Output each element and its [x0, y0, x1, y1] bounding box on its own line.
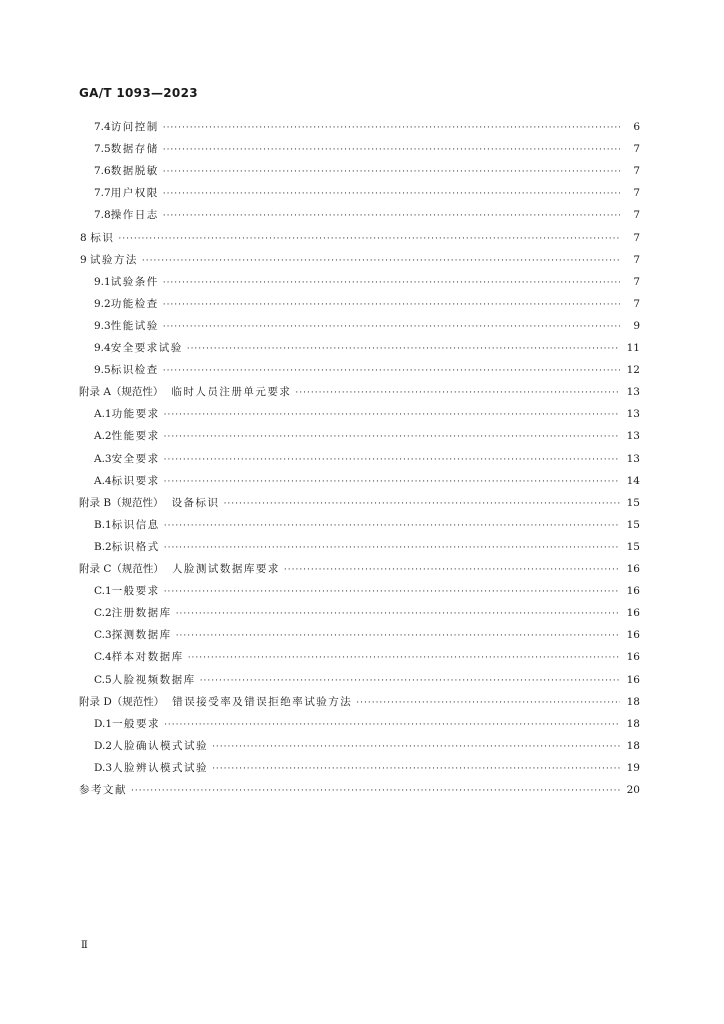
toc-entry[interactable] [94, 406, 640, 422]
toc-entry[interactable] [79, 561, 640, 577]
toc-entry-page: 16 [626, 629, 640, 642]
toc-leader-dots [176, 605, 620, 621]
toc-entry[interactable] [94, 539, 640, 555]
toc-entry[interactable] [94, 296, 640, 312]
toc-entry-page: 13 [626, 408, 640, 421]
toc-entry-number: A.2 [94, 430, 112, 443]
toc-entry[interactable] [80, 252, 640, 268]
toc-entry-number: 9.2 [94, 297, 111, 310]
toc-entry-page: 12 [626, 364, 640, 377]
toc-entry-number: A.4 [94, 474, 112, 487]
document-code-header: GA/T 1093—2023 [79, 86, 198, 100]
toc-entry-title: 用户权限 [110, 187, 159, 200]
toc-leader-dots [188, 649, 620, 665]
toc-entry-number: 9.5 [94, 364, 111, 377]
toc-entry-number: A.1 [94, 408, 112, 421]
toc-leader-dots [164, 517, 620, 533]
toc-entry-title: 标识 [90, 231, 115, 244]
toc-entry-title: 功能检查 [110, 297, 159, 310]
toc-entry-title: 参考文献 [79, 784, 127, 796]
toc-leader-dots [163, 207, 620, 223]
toc-entry[interactable] [94, 318, 640, 334]
toc-leader-dots [164, 428, 620, 444]
toc-entry[interactable] [79, 694, 640, 710]
toc-entry-page: 7 [633, 275, 640, 288]
toc-entry-number: 附录 C（规范性） [79, 563, 164, 575]
toc-entry[interactable] [94, 163, 640, 179]
toc-entry-number: 7.7 [94, 187, 111, 200]
toc-leader-dots [163, 362, 620, 378]
toc-entry-page: 7 [633, 143, 640, 156]
toc-entry-number: 8 [80, 231, 87, 244]
toc-entry-number: 9.1 [94, 275, 111, 288]
toc-entry-number: D.2 [94, 739, 113, 752]
toc-entry-page: 7 [633, 165, 640, 178]
toc-entry[interactable] [79, 782, 640, 798]
toc-entry-page: 7 [633, 253, 640, 266]
toc-leader-dots [187, 340, 620, 356]
toc-entry[interactable] [94, 605, 640, 621]
toc-entry-title: 样本对数据库 [111, 651, 184, 664]
toc-entry-title: 试验方法 [89, 253, 138, 266]
toc-entry[interactable] [94, 451, 640, 467]
toc-entry[interactable] [94, 340, 640, 356]
toc-leader-dots [212, 760, 620, 776]
toc-entry-number: 附录 B（规范性） [79, 496, 164, 509]
toc-entry-page: 7 [633, 187, 640, 200]
toc-entry-title: 人脸视频数据库 [111, 673, 196, 686]
toc-entry-page: 16 [626, 585, 640, 598]
toc-entry-page: 13 [626, 430, 640, 443]
toc-entry-title: 人脸确认模式试验 [112, 739, 209, 752]
toc-entry-page: 14 [626, 474, 640, 487]
toc-entry-page: 16 [626, 651, 640, 664]
toc-entry[interactable] [94, 716, 640, 732]
toc-entry-page: 16 [626, 607, 640, 620]
toc-entry-title: 数据脱敏 [110, 165, 159, 178]
toc-entry-title: 标识检查 [110, 364, 159, 377]
toc-leader-dots [163, 141, 620, 157]
toc-leader-dots [212, 738, 620, 754]
toc-leader-dots [118, 230, 620, 246]
toc-leader-dots [163, 163, 620, 179]
toc-leader-dots [176, 627, 620, 643]
toc-entry[interactable] [94, 428, 640, 444]
toc-entry[interactable] [94, 473, 640, 489]
toc-entry-number: 附录 D（规范性） [79, 695, 165, 708]
toc-leader-dots [163, 318, 620, 334]
toc-entry-title: 一般要求 [112, 717, 161, 730]
toc-entry[interactable] [94, 141, 640, 157]
toc-entry-title: 探测数据库 [111, 629, 172, 642]
toc-entry-number: A.3 [94, 452, 112, 465]
toc-entry-page: 15 [626, 518, 640, 531]
toc-entry-page: 19 [626, 761, 640, 774]
toc-entry[interactable] [79, 495, 640, 511]
toc-entry[interactable] [94, 517, 640, 533]
toc-entry-number: 7.5 [94, 143, 111, 156]
toc-entry-number: 附录 A（规范性） [79, 386, 164, 399]
toc-entry[interactable] [94, 649, 640, 665]
toc-entry-title: 性能试验 [110, 319, 159, 332]
toc-entry[interactable] [94, 583, 640, 599]
toc-entry[interactable] [94, 672, 640, 688]
toc-leader-dots [164, 716, 620, 732]
toc-entry[interactable] [79, 384, 640, 400]
toc-entry-title: 一般要求 [111, 585, 160, 598]
toc-entry-number: C.4 [94, 651, 112, 664]
toc-entry-title: 安全要求 [111, 452, 160, 465]
toc-leader-dots [163, 274, 620, 290]
toc-leader-dots [224, 495, 620, 511]
toc-entry-number: 9.3 [94, 319, 111, 332]
toc-entry-page: 15 [626, 540, 640, 553]
toc-entry-page: 7 [633, 297, 640, 310]
toc-entry-page: 13 [626, 386, 640, 399]
toc-entry-title: 安全要求试验 [110, 342, 183, 354]
toc-entry-title: 试验条件 [110, 275, 159, 288]
toc-entry[interactable] [94, 185, 640, 201]
toc-leader-dots [164, 583, 620, 599]
toc-entry[interactable] [94, 760, 640, 776]
toc-entry-page: 20 [626, 784, 640, 796]
toc-entry-number: 9.4 [94, 342, 111, 354]
toc-entry-page: 13 [626, 452, 640, 465]
toc-entry-number: 7.8 [94, 209, 111, 222]
toc-entry-page: 6 [633, 121, 640, 133]
toc-entry-page: 16 [626, 563, 640, 575]
toc-entry-number: C.2 [94, 607, 112, 620]
toc-entry-title: 临时人员注册单元要求 [171, 386, 292, 399]
toc-entry[interactable] [94, 627, 640, 643]
toc-leader-dots [164, 473, 620, 489]
toc-entry-number: C.5 [94, 673, 112, 686]
toc-entry[interactable] [94, 207, 640, 223]
toc-entry-number: 7.6 [94, 165, 111, 178]
toc-entry-page: 18 [626, 717, 640, 730]
toc-entry[interactable] [94, 274, 640, 290]
toc-entry-title: 操作日志 [110, 209, 159, 222]
toc-entry-title: 设备标识 [171, 496, 220, 509]
toc-entry-number: C.1 [94, 585, 112, 598]
toc-entry-title: 标识要求 [111, 474, 160, 487]
toc-entry[interactable] [94, 362, 640, 378]
toc-entry-number: 9 [80, 253, 87, 266]
toc-entry-title: 数据存储 [110, 143, 159, 156]
toc-entry-title: 标识格式 [111, 540, 160, 553]
toc-entry-page: 11 [626, 342, 640, 354]
toc-leader-dots [142, 252, 620, 268]
toc-entry-number: D.1 [94, 717, 113, 730]
toc-entry-number: B.2 [94, 540, 112, 553]
toc-entry-page: 16 [626, 673, 640, 686]
toc-leader-dots [163, 185, 620, 201]
toc-leader-dots [164, 406, 620, 422]
toc-entry[interactable] [94, 119, 640, 135]
toc-leader-dots [164, 451, 620, 467]
toc-entry-number: B.1 [94, 518, 112, 531]
toc-entry-title: 访问控制 [110, 121, 159, 133]
toc-leader-dots [200, 672, 620, 688]
toc-entry-title: 注册数据库 [111, 607, 172, 620]
toc-entry-page: 7 [633, 231, 640, 244]
toc-entry-number: C.3 [94, 629, 112, 642]
toc-entry-number: 7.4 [94, 121, 111, 133]
toc-entry-title: 功能要求 [111, 408, 160, 421]
toc-leader-dots [163, 296, 620, 312]
toc-leader-dots [356, 694, 620, 710]
toc-entry-title: 人脸测试数据库要求 [171, 563, 280, 575]
toc-entry-number: D.3 [94, 761, 113, 774]
page-number: Ⅱ [81, 940, 88, 951]
toc-entry-page: 15 [626, 496, 640, 509]
toc-entry[interactable] [94, 738, 640, 754]
toc-entry-title: 人脸辨认模式试验 [112, 761, 209, 774]
toc-leader-dots [164, 539, 620, 555]
toc-entry-page: 9 [633, 319, 640, 332]
toc-leader-dots [295, 384, 620, 400]
toc-entry-page: 18 [626, 695, 640, 708]
toc-entry-title: 标识信息 [111, 518, 160, 531]
toc-entry-page: 7 [633, 209, 640, 222]
toc-entry-page: 18 [626, 739, 640, 752]
toc-entry[interactable] [80, 230, 640, 246]
toc-leader-dots [163, 119, 620, 135]
toc-entry-title: 错误接受率及错误拒绝率试验方法 [172, 695, 353, 708]
toc-leader-dots [131, 782, 620, 798]
toc-entry-title: 性能要求 [111, 430, 160, 443]
toc-leader-dots [284, 561, 620, 577]
